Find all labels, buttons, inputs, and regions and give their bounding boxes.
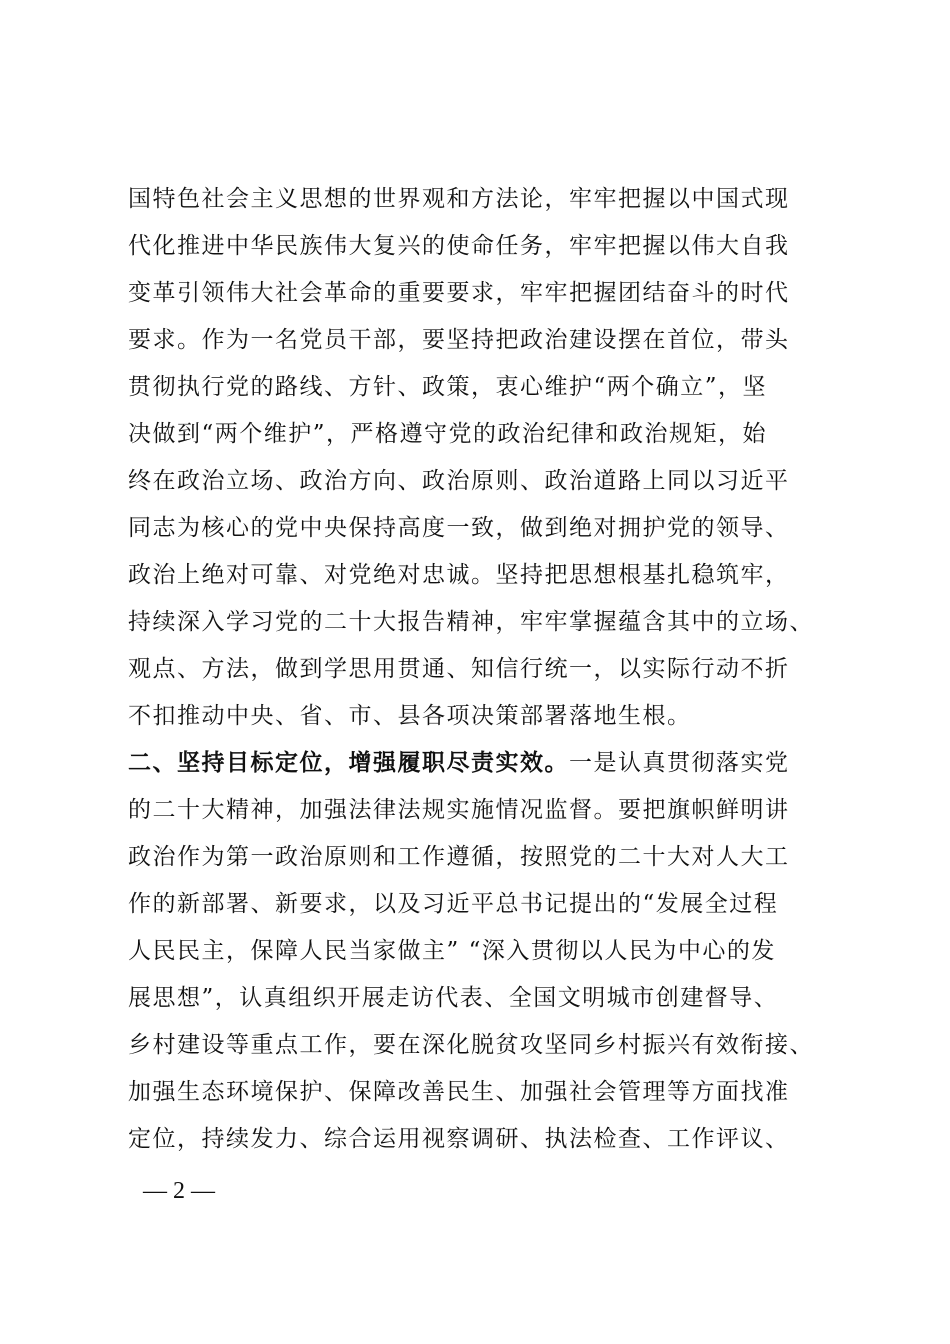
section-heading-rest: 一是认真贯彻落实党 xyxy=(569,750,790,776)
text-line: 持续深入学习党的二十大报告精神，牢牢掌握蕴含其中的立场、 xyxy=(128,609,814,635)
text-line: 加强生态环境保护、保障改善民生、加强社会管理等方面找准 xyxy=(128,1079,790,1105)
text-line: 的二十大精神，加强法律法规实施情况监督。要把旗帜鲜明讲 xyxy=(128,797,790,823)
text-line: 定位，持续发力、综合运用视察调研、执法检查、工作评议、 xyxy=(128,1126,790,1152)
section-heading: 二、坚持目标定位，增强履职尽责实效。 xyxy=(128,750,569,776)
text-line: 代化推进中华民族伟大复兴的使命任务，牢牢把握以伟大自我 xyxy=(128,233,790,259)
text-line: 同志为核心的党中央保持高度一致，做到绝对拥护党的领导、 xyxy=(128,515,790,541)
page-number: — 2 — xyxy=(143,1178,215,1204)
text-line: 作的新部署、新要求，以及习近平总书记提出的“发展全过程 xyxy=(128,891,779,917)
text-line: 要求。作为一名党员干部，要坚持把政治建设摆在首位，带头 xyxy=(128,327,790,353)
text-line: 不扣推动中央、省、市、县各项决策部署落地生根。 xyxy=(128,703,692,729)
text-line: 乡村建设等重点工作，要在深化脱贫攻坚同乡村振兴有效衔接、 xyxy=(128,1032,814,1058)
text-line: 人民民主，保障人民当家做主” “深入贯彻以人民为中心的发 xyxy=(128,938,776,964)
text-line: 贯彻执行党的路线、方针、政策，衷心维护“两个确立”，坚 xyxy=(128,374,768,400)
text-line: 观点、方法，做到学思用贯通、知信行统一，以实际行动不折 xyxy=(128,656,790,682)
text-line: 展思想”，认真组织开展走访代表、全国文明城市创建督导、 xyxy=(128,985,779,1011)
text-line: 决做到“两个维护”，严格遵守党的政治纪律和政治规矩，始 xyxy=(128,421,768,447)
text-line: 政治作为第一政治原则和工作遵循，按照党的二十大对人大工 xyxy=(128,844,790,870)
text-line: 国特色社会主义思想的世界观和方法论，牢牢把握以中国式现 xyxy=(128,186,790,212)
text-line: 变革引领伟大社会革命的重要要求，牢牢把握团结奋斗的时代 xyxy=(128,280,790,306)
section-heading-line xyxy=(128,740,848,787)
body-text xyxy=(128,176,848,1163)
text-line: 政治上绝对可靠、对党绝对忠诚。坚持把思想根基扎稳筑牢， xyxy=(128,562,790,588)
text-line: 终在政治立场、政治方向、政治原则、政治道路上同以习近平 xyxy=(128,468,790,494)
